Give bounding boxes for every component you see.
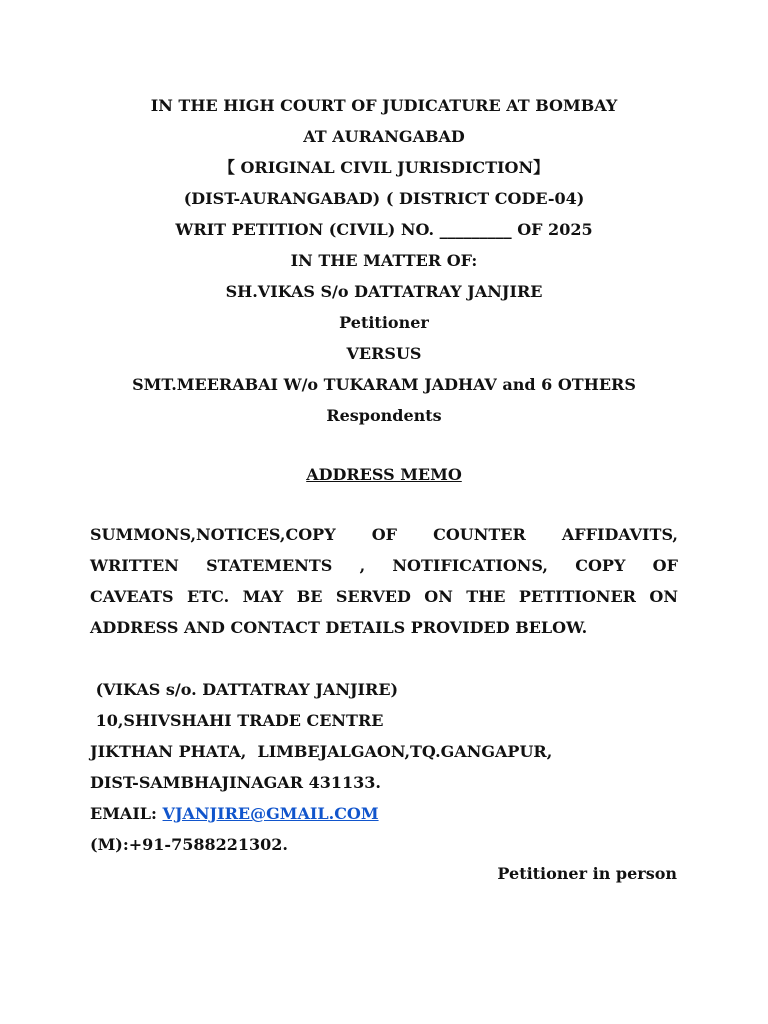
memo-word: AFFIDAVITS, bbox=[561, 525, 678, 544]
jurisdiction: 【 ORIGINAL CIVIL JURISDICTION】 bbox=[218, 158, 550, 177]
address-line-3: DIST-SAMBHAJINAGAR 431133. bbox=[90, 773, 381, 792]
email-line bbox=[90, 798, 552, 829]
memo-word: OF bbox=[371, 525, 398, 544]
memo-word: WRITTEN bbox=[90, 556, 179, 575]
respondent-role: Respondents bbox=[326, 406, 442, 425]
memo-word: OF bbox=[652, 556, 678, 575]
address-name: (VIKAS s/o. DATTATRAY JANJIRE) bbox=[90, 680, 399, 699]
email-label: EMAIL: bbox=[90, 804, 163, 823]
petitioner-role: Petitioner bbox=[339, 313, 429, 332]
address-block bbox=[90, 674, 552, 860]
matter-label: IN THE MATTER OF: bbox=[290, 251, 478, 270]
memo-line bbox=[90, 612, 678, 643]
memo-word: COPY bbox=[575, 556, 626, 575]
memo-line bbox=[90, 519, 678, 550]
memo-word: PETITIONER bbox=[518, 587, 636, 606]
memo-word: SUMMONS,NOTICES,COPY bbox=[90, 525, 336, 544]
signature-label: Petitioner in person bbox=[497, 864, 677, 883]
petition-number: WRIT PETITION (CIVIL) NO. _________ OF 2025 bbox=[175, 220, 593, 239]
memo-line bbox=[90, 550, 678, 581]
bench-name: AT AURANGABAD bbox=[303, 127, 465, 146]
petitioner-name: SH.VIKAS S/o DATTATRAY JANJIRE bbox=[225, 282, 543, 301]
memo-word: ETC. bbox=[187, 587, 230, 606]
memo-word: STATEMENTS bbox=[206, 556, 333, 575]
district-code: (DIST-AURANGABAD) ( DISTRICT CODE-04) bbox=[183, 189, 585, 208]
address-line-1: 10,SHIVSHAHI TRADE CENTRE bbox=[90, 711, 384, 730]
case-heading bbox=[0, 90, 768, 431]
memo-word: ON bbox=[649, 587, 678, 606]
memo-word: NOTIFICATIONS, bbox=[392, 556, 548, 575]
address-memo-title: ADDRESS MEMO bbox=[306, 465, 462, 484]
memo-word: CAVEATS bbox=[90, 587, 174, 606]
memo-word: MAY bbox=[242, 587, 284, 606]
document-title bbox=[0, 459, 768, 490]
respondent-name: SMT.MEERABAI W/o TUKARAM JADHAV and 6 OTHERS bbox=[132, 375, 636, 394]
mobile-number: (M):+91-7588221302. bbox=[90, 835, 288, 854]
court-name: IN THE HIGH COURT OF JUDICATURE AT BOMBAY bbox=[150, 96, 618, 115]
memo-word: ON bbox=[424, 587, 453, 606]
memo-word: BE bbox=[296, 587, 323, 606]
memo-word: THE bbox=[466, 587, 506, 606]
memo-word: , bbox=[359, 556, 366, 575]
email-link[interactable]: VJANJIRE@GMAIL.COM bbox=[162, 804, 379, 823]
memo-word: COUNTER bbox=[433, 525, 526, 544]
memo-last-line: ADDRESS AND CONTACT DETAILS PROVIDED BELOW. bbox=[90, 618, 588, 637]
memo-word: SERVED bbox=[335, 587, 411, 606]
address-line-2: JIKTHAN PHATA, LIMBEJALGAON,TQ.GANGAPUR, bbox=[90, 742, 553, 761]
versus-label: VERSUS bbox=[346, 344, 422, 363]
memo-paragraph bbox=[90, 519, 678, 643]
memo-line bbox=[90, 581, 678, 612]
